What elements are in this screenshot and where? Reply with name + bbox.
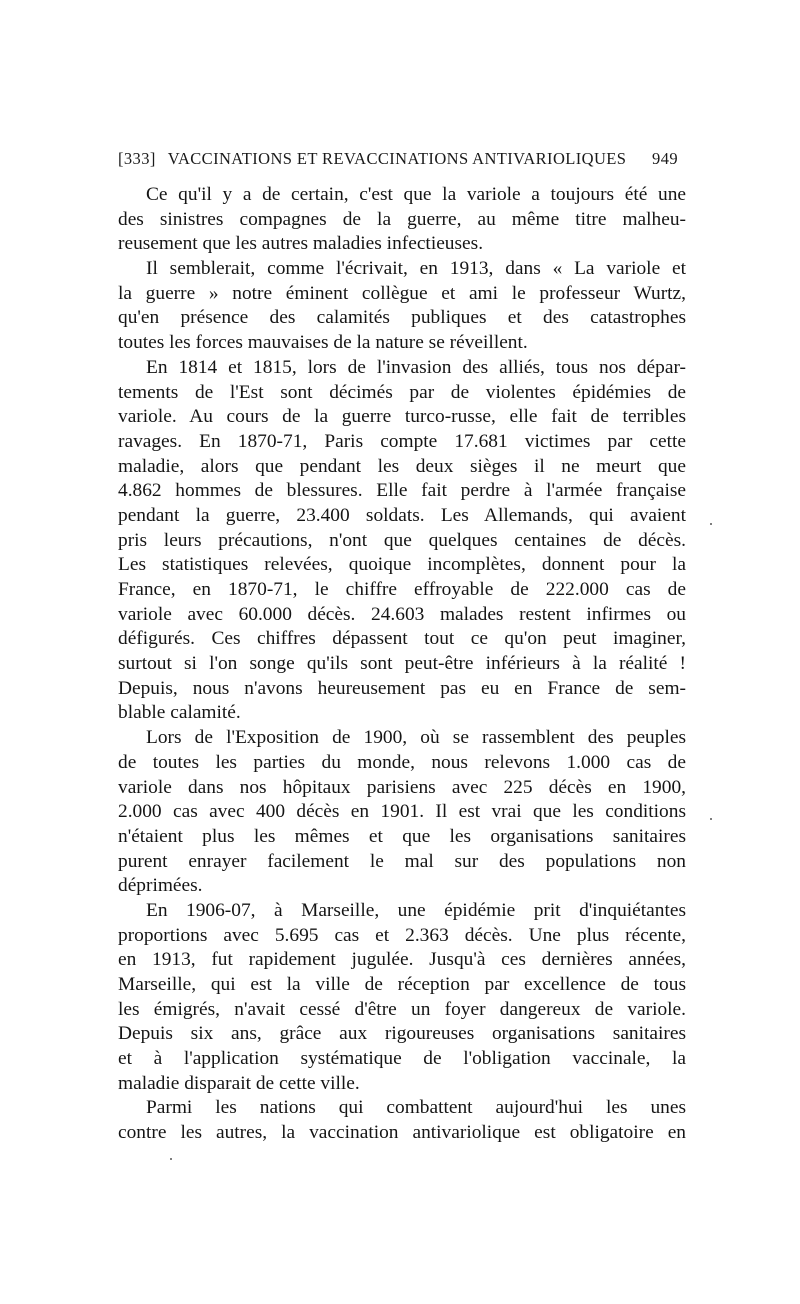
- text-line: reusement que les autres maladies infectieuses.: [118, 233, 484, 255]
- text-line: variole. Au cours de la guerre turco-russe, elle fait de terribles: [118, 406, 686, 428]
- text-line: maladie disparait de cette ville.: [118, 1072, 360, 1094]
- scan-speck: [710, 523, 712, 525]
- page-number: 949: [652, 149, 678, 168]
- text-line: défigurés. Ces chiffres dépassent tout ce qu'on peut imaginer,: [118, 628, 686, 650]
- text-line: des sinistres compagnes de la guerre, au même titre malheu-: [118, 208, 686, 230]
- paragraph: [118, 1096, 686, 1145]
- text-line: En 1906-07, à Marseille, une épidémie prit d'inquiétantes: [146, 899, 686, 921]
- text-line: tements de l'Est sont décimés par de violentes épidémies de: [118, 381, 686, 403]
- text-line: blable calamité.: [118, 702, 241, 724]
- page-reference: [333]: [118, 149, 156, 168]
- text-line: contre les autres, la vaccination antivariolique est obligatoire en: [118, 1122, 686, 1144]
- text-line: pris leurs précautions, n'ont que quelques centaines de décès.: [118, 529, 686, 551]
- scan-speck: [170, 1158, 172, 1160]
- body-text: [118, 183, 686, 1146]
- text-line: En 1814 et 1815, lors de l'invasion des alliés, tous nos dépar-: [146, 356, 686, 378]
- text-line: 2.000 cas avec 400 décès en 1901. Il est vrai que les conditions: [118, 801, 686, 823]
- text-line: les émigrés, n'avait cessé d'être un foyer dangereux de variole.: [118, 998, 686, 1020]
- text-line: Depuis, nous n'avons heureusement pas eu en France de sem-: [118, 677, 686, 699]
- book-page: [90, 128, 715, 1168]
- text-line: Les statistiques relevées, quoique incomplètes, donnent pour la: [118, 554, 686, 576]
- text-line: proportions avec 5.695 cas et 2.363 décès. Une plus récente,: [118, 924, 686, 946]
- text-line: n'étaient plus les mêmes et que les organisations sanitaires: [118, 825, 686, 847]
- text-line: en 1913, fut rapidement jugulée. Jusqu'à ces dernières années,: [118, 949, 686, 971]
- text-line: 4.862 hommes de blessures. Elle fait perdre à l'armée française: [118, 480, 686, 502]
- paragraph: [118, 183, 686, 257]
- paragraph: [118, 899, 686, 1097]
- text-line: pendant la guerre, 23.400 soldats. Les Allemands, qui avaient: [118, 504, 686, 526]
- text-line: purent enrayer facilement le mal sur des populations non: [118, 850, 686, 872]
- text-line: variole dans nos hôpitaux parisiens avec 225 décès en 1900,: [118, 776, 686, 798]
- paragraph: [118, 726, 686, 899]
- text-line: variole avec 60.000 décès. 24.603 malades restent infirmes ou: [118, 603, 686, 625]
- text-line: la guerre » notre éminent collègue et ami le professeur Wurtz,: [118, 282, 686, 304]
- scan-speck: [710, 818, 712, 820]
- text-line: et à l'application systématique de l'obligation vaccinale, la: [118, 1048, 686, 1070]
- text-line: Ce qu'il y a de certain, c'est que la variole a toujours été une: [146, 184, 686, 205]
- text-line: qu'en présence des calamités publiques et des catastrophes: [118, 307, 686, 329]
- text-line: maladie, alors que pendant les deux sièges il ne meurt que: [118, 455, 686, 477]
- text-line: Marseille, qui est la ville de réception par excellence de tous: [118, 974, 686, 995]
- running-header: [118, 148, 678, 170]
- text-line: ravages. En 1870-71, Paris compte 17.681 victimes par cette: [118, 430, 686, 452]
- text-line: Parmi les nations qui combattent aujourd'hui les unes: [146, 1097, 686, 1119]
- text-line: de toutes les parties du monde, nous relevons 1.000 cas de: [118, 751, 686, 773]
- text-line: Lors de l'Exposition de 1900, où se rassemblent des peuples: [146, 727, 686, 749]
- text-line: France, en 1870-71, le chiffre effroyable de 222.000 cas de: [118, 579, 686, 600]
- paragraph: [118, 257, 686, 356]
- text-line: toutes les forces mauvaises de la nature se réveillent.: [118, 332, 528, 354]
- text-line: Il semblerait, comme l'écrivait, en 1913, dans « La variole et: [146, 258, 686, 280]
- text-line: surtout si l'on songe qu'ils sont peut-être inférieurs à la réalité !: [118, 653, 686, 675]
- text-line: déprimées.: [118, 875, 203, 897]
- running-title: VACCINATIONS ET REVACCINATIONS ANTIVARIOLIQUES: [167, 149, 627, 168]
- paragraph: [118, 356, 686, 726]
- text-line: Depuis six ans, grâce aux rigoureuses organisations sanitaires: [118, 1023, 686, 1045]
